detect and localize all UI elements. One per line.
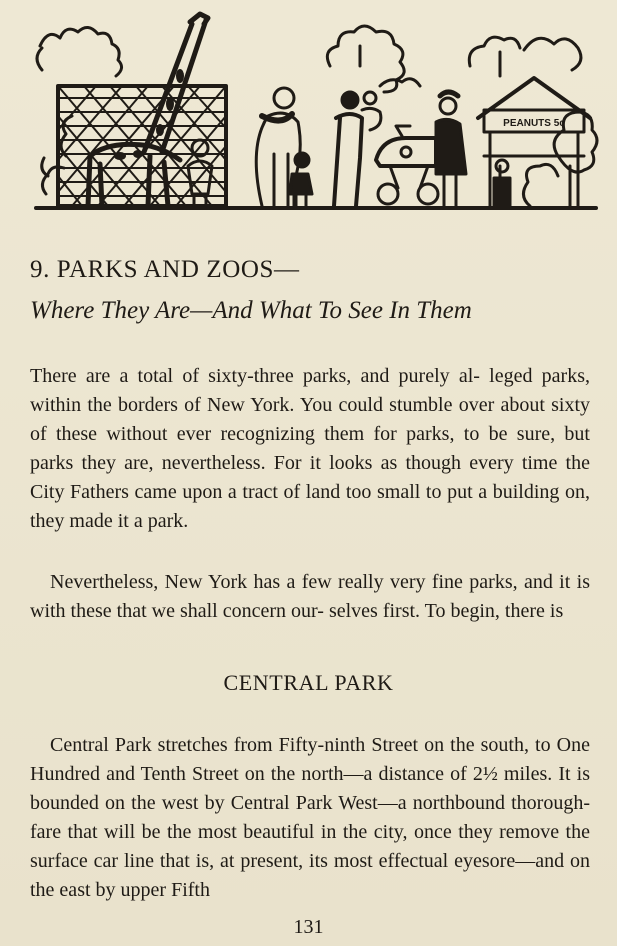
chapter-subtitle: Where They Are—And What To See In Them bbox=[30, 297, 472, 324]
section-heading-central-park: CENTRAL PARK bbox=[223, 670, 394, 695]
paragraph-intro: There are a total of sixty-three parks, and purely al- leged parks, within the borders of New York. You could stumble over about sixty of these without ever recognizing them for parks, to be sure, but parks they are, nevertheless. For it looks as though every time the City Fathers came upon a tract of land too small to put a building on, they made it a park. bbox=[30, 365, 590, 532]
peanuts-sign-text: PEANUTS 5c bbox=[503, 118, 565, 129]
paragraph-central-park: Central Park stretches from Fifty-ninth Street on the south, to One Hundred and Tenth Street on the north—a distance of 2½ miles. It is bounded on the west by Central Park West—a northbound thorough- fare that will be the most beautiful in the city, once they remove the surface car line that is, at present, its most effectual eyesore—and on the east by upper Fifth bbox=[30, 734, 590, 901]
page-number: 131 bbox=[293, 916, 324, 938]
paragraph-fine-parks: Nevertheless, New York has a few really very fine parks, and it is with these that we shall concern our- selves first. To begin, there is bbox=[30, 571, 590, 622]
chapter-title: 9. PARKS AND ZOOS— bbox=[30, 256, 300, 283]
park-zoo-illustration bbox=[30, 6, 600, 216]
